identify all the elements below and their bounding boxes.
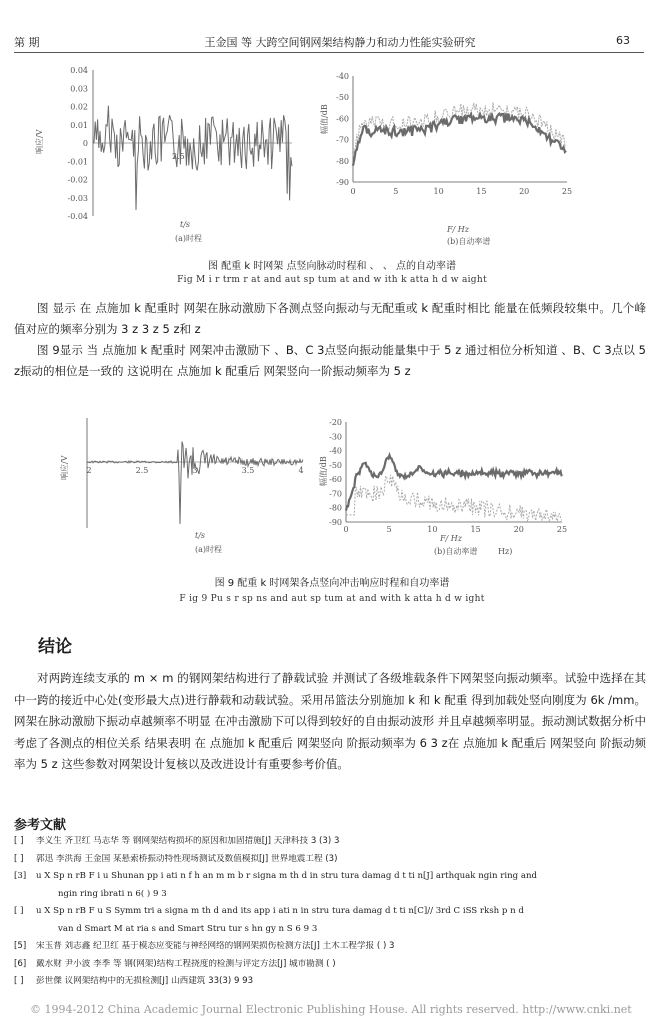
reference-text: 李义生 齐卫红 马志华 等 钢网架结构损坏的原因和加固措施[J] 天津科技 3 (3) 3 bbox=[36, 836, 340, 846]
fig8b-ytick-label: -60 bbox=[336, 114, 349, 124]
reference-item bbox=[14, 941, 648, 952]
fig9b-xtick-label: 10 bbox=[427, 525, 438, 534]
fig9a-xtick-label: 3.5 bbox=[241, 466, 255, 475]
fig9a-trace bbox=[87, 442, 303, 525]
reference-number: [ ] bbox=[14, 853, 24, 864]
fig9a-xlabel: t/s bbox=[195, 531, 206, 540]
fig8b-ytick-label: -40 bbox=[336, 72, 349, 81]
conclusion-heading: 结论 bbox=[38, 637, 72, 657]
running-title: 王金国 等 大跨空间钢网架结构静力和动力性能实验研究 bbox=[204, 36, 476, 49]
fig8a-ytick-label: -0.01 bbox=[67, 157, 88, 167]
reference-item bbox=[14, 906, 648, 917]
fig8a-ytick-label: 0.04 bbox=[70, 66, 88, 75]
reference-text: 宋玉普 刘志鑫 纪卫红 基于模态应变能与神经网络的钢网架损伤检测方法[J] 土木工程学报 ( ) 3 bbox=[36, 941, 395, 951]
fig9a-xticks bbox=[86, 466, 303, 475]
fig9-caption-en: F ig 9 Pu s r sp ns and aut sp tum at and with k atta h d w ight bbox=[179, 594, 485, 604]
references-heading: 参考文献 bbox=[14, 818, 67, 833]
reference-text: u X Sp n rB F u S Symm tri a signa m th d and its app i ati n in stru tura damag d t ti n[C]// 3rd C iSS rksh p n d bbox=[36, 906, 524, 916]
reference-number: [3] bbox=[14, 871, 27, 881]
fig8a-ytick-label: -0.04 bbox=[67, 212, 88, 221]
fig9b-xtick-label: 15 bbox=[470, 525, 481, 534]
page-number: 63 bbox=[616, 34, 630, 47]
fig8b-xticks bbox=[350, 187, 572, 196]
fig8b-ytick-label: -90 bbox=[336, 178, 349, 187]
conclusion-body: 对两跨连续支承的 m × m 的钢网架结构进行了静载试验 并测试了各级堆载条件下网架竖向振动频率。试验中选择在其中一跨的接近中心处(变形最大点)进行静载和动载试验。采用吊篮法分别施加 k 和 k 配重 得到加载处竖向刚度为 6k /mm。网架在脉动激励下振动卓越频率不明显 在冲击激励下可以得到较好的自由振动波形 并且卓越频率明显。振动测试数据分析中 考虑了各测点的相位关系 结果表明 在 点施加 k 配重后 网架竖向 阶振动频率为 6 3 z在 点施加 k 配重后 网架竖向 阶振动频率为 5 z 这些参数对网架设计复核以及改进设计有重要参考价值。 bbox=[14, 671, 646, 771]
fig9b-ytick-label: -30 bbox=[329, 432, 342, 442]
fig8-autospectrum-plot bbox=[315, 62, 585, 252]
reference-text: u X Sp n rB F i u Shunan pp i ati n f h an m m b r signa m th d in stru tura damag d t ti n[J] arthquak ngin ring and bbox=[36, 871, 538, 881]
fig9a-xtick-label: 3 bbox=[192, 466, 198, 475]
fig9b-xtick-label: 0 bbox=[343, 525, 349, 534]
fig8b-yticks bbox=[336, 72, 349, 187]
reference-item bbox=[14, 976, 648, 987]
header-section: 第 期 bbox=[14, 36, 40, 49]
fig8a-ytick-label: -0.03 bbox=[67, 193, 88, 203]
fig8a-ytick-label: 0.02 bbox=[70, 102, 88, 112]
fig8b-xtick-label: 0 bbox=[350, 187, 356, 196]
header-rule bbox=[14, 52, 644, 53]
fig9b-ylabel: 幅值/dB bbox=[319, 456, 328, 486]
fig9a-xtick-label: 2.5 bbox=[135, 466, 149, 475]
fig9b-yticks bbox=[329, 418, 342, 527]
fig9b-xlabel: F/ Hz bbox=[440, 534, 462, 543]
fig8a-ytick-label: 0 bbox=[82, 139, 88, 148]
reference-item bbox=[14, 854, 648, 865]
fig9b-xtick-label: 25 bbox=[556, 525, 568, 534]
fig8a-ylabel: 响应/V bbox=[35, 129, 44, 154]
fig8b-ytick-label: -70 bbox=[336, 135, 349, 145]
fig9b-caption: (b)自动率谱 bbox=[434, 547, 478, 556]
fig9b-series-dashed bbox=[346, 475, 562, 521]
fig8a-ytick-label: -0.02 bbox=[67, 175, 88, 185]
fig9b-xtick-label: 5 bbox=[386, 525, 392, 534]
fig9-autospectrum-plot bbox=[312, 408, 582, 563]
reference-item bbox=[14, 871, 648, 882]
reference-text: 戴水财 尹小波 李季 等 钢(网架)结构工程挠度的检测与评定方法[J] 城市勘测 ( ) bbox=[36, 958, 336, 969]
fig9b-ytick-label: -50 bbox=[329, 460, 342, 470]
fig9b-ytick-label: -90 bbox=[329, 518, 342, 527]
fig8b-xlabel: F/ Hz bbox=[447, 225, 469, 234]
fig8b-caption: (b)自动率谱 bbox=[447, 237, 491, 246]
fig9a-caption: (a)时程 bbox=[195, 545, 223, 554]
fig9b-ytick-label: -80 bbox=[329, 503, 342, 513]
reference-text: van d Smart M at ria s and Smart Stru tur s hn gy n S 6 9 3 bbox=[58, 923, 318, 934]
fig8a-xtick: 2.5 bbox=[172, 152, 185, 161]
fig8b-series-solid bbox=[353, 113, 566, 165]
reference-number: [ ] bbox=[14, 976, 24, 986]
fig9b-caption-unit: Hz) bbox=[498, 547, 513, 556]
fig8b-xtick-label: 25 bbox=[561, 187, 573, 196]
fig9-caption-cn: 图 9 配重 k 时网架各点竖向冲击响应时程和自功率谱 bbox=[214, 578, 450, 589]
fig9b-series-solid bbox=[346, 455, 562, 510]
fig8b-ytick-label: -80 bbox=[336, 156, 349, 166]
fig8b-xtick-label: 15 bbox=[476, 187, 487, 196]
paragraph-fig8-discussion: 图 显示 在 点施加 k 配重时 网架在脉动激励下各测点竖向振动与无配重或 k 配重时相比 能量在低频段较集中。几个峰值对应的频率分别为 3 z 3 z 5 z和 z bbox=[14, 301, 646, 336]
fig8a-xlabel: t/s bbox=[180, 220, 191, 229]
fig8a-caption: (a)时程 bbox=[175, 234, 203, 243]
fig8a-ytick-label: 0.01 bbox=[70, 120, 88, 130]
fig9a-xtick-label: 4 bbox=[298, 466, 304, 475]
fig9b-xticks bbox=[343, 525, 567, 534]
fig8b-xtick-label: 5 bbox=[393, 187, 399, 196]
reference-number: [ ] bbox=[14, 836, 24, 846]
fig9b-ytick-label: -60 bbox=[329, 475, 342, 485]
reference-item bbox=[14, 959, 648, 970]
reference-item bbox=[14, 836, 648, 847]
fig8a-ytick-label: 0.03 bbox=[70, 84, 88, 94]
reference-number: [5] bbox=[14, 941, 27, 951]
copyright-footer: © 1994-2012 China Academic Journal Electronic Publishing House. All rights reserved. http://www.cnki.net bbox=[30, 1003, 632, 1016]
fig9a-ylabel: 响应/V bbox=[60, 455, 69, 480]
reference-number: [ ] bbox=[14, 906, 24, 916]
reference-text: 郭迅 李洪海 王金国 某悬索桥振动特性现场测试及数值模拟[J] 世界地震工程 (3) bbox=[36, 853, 338, 864]
fig8b-ytick-label: -50 bbox=[336, 93, 349, 103]
fig9b-xtick-label: 20 bbox=[513, 525, 524, 534]
fig9a-xtick-label: 2 bbox=[86, 466, 92, 475]
fig8a-trace bbox=[93, 106, 292, 210]
fig9-time-history-plot bbox=[55, 410, 315, 560]
reference-text: ngin ring ibrati n 6( ) 9 3 bbox=[58, 888, 167, 899]
reference-item bbox=[14, 889, 664, 900]
reference-number: [6] bbox=[14, 958, 27, 969]
paragraph-fig9-discussion: 图 9显示 当 点施加 k 配重时 网架冲击激励下 、B、C 3点竖向振动能量集中于 5 z 通过相位分析知道 、B、C 3点以 5 z振动的相位是一致的 这说明在 点施加 k 配重后 网架竖向一阶振动频率为 5 z bbox=[14, 343, 646, 378]
fig8b-xtick-label: 20 bbox=[519, 187, 530, 196]
fig8a-yticks bbox=[67, 66, 88, 221]
fig8-caption-en: Fig M i r trm r at and aut sp tum at and w ith k atta h d w aight bbox=[177, 275, 487, 285]
fig8-caption-cn: 图 配重 k 时网架 点竖向脉动时程和 、 、 点的自动率谱 bbox=[207, 261, 457, 272]
reference-text: 彭世傑 议网架结构中的无损检测[J] 山西建筑 33(3) 9 93 bbox=[36, 976, 254, 986]
fig8b-ylabel: 幅值/dB bbox=[320, 104, 329, 134]
fig8-time-history-plot bbox=[30, 62, 300, 252]
fig9b-ytick-label: -40 bbox=[329, 446, 342, 456]
fig9b-ytick-label: -70 bbox=[329, 489, 342, 499]
reference-item bbox=[14, 924, 664, 935]
fig8b-xtick-label: 10 bbox=[433, 187, 444, 196]
fig9b-ytick-label: -20 bbox=[329, 418, 342, 427]
